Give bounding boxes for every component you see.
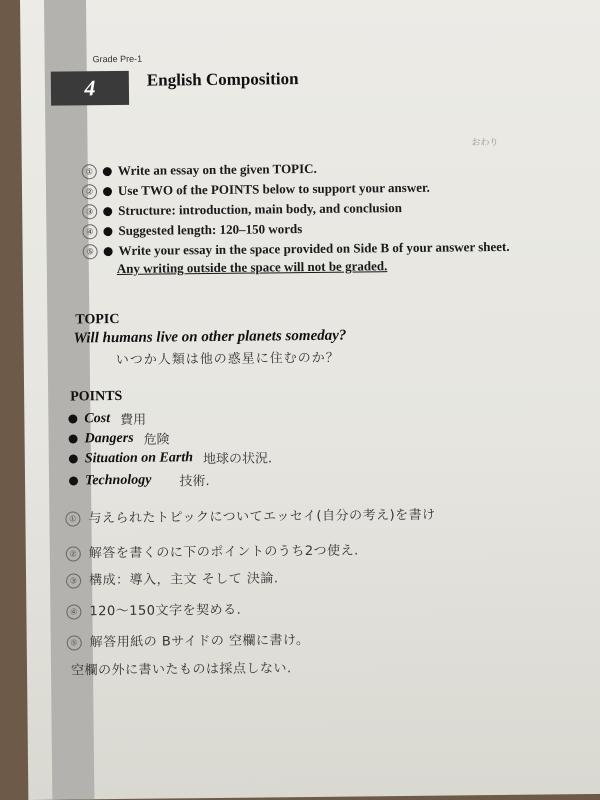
bullet-icon xyxy=(103,187,112,196)
handwritten-number: ⑤ xyxy=(83,244,98,259)
note-text: 解答を書くのに下のポイントのうち2つ使え. xyxy=(88,543,359,562)
note-text: 構成：導入，主文 そして 決論. xyxy=(89,571,279,589)
bullet-icon xyxy=(68,414,77,423)
exam-page xyxy=(20,0,600,800)
topic-handwritten-note: いつか人類は他の惑星に住むのか？ xyxy=(115,350,340,369)
note-text: 120〜150文字を契める. xyxy=(89,602,242,620)
warning-text: Any writing outside the space will not be graded. xyxy=(116,258,388,277)
bullet-icon xyxy=(69,434,78,443)
note-text: 与えられたトピックについてエッセイ(自分の考え)を書け xyxy=(88,507,436,527)
bullet-icon xyxy=(103,207,112,216)
handwritten-note xyxy=(65,504,435,527)
points-heading: POINTS xyxy=(70,388,123,405)
topic-question: Will humans live on other planets someday? xyxy=(73,327,347,347)
grade-label: Grade Pre-1 xyxy=(92,53,143,65)
corner-scribble: おわり xyxy=(471,137,499,149)
handwritten-note xyxy=(66,567,279,588)
instruction-text: Use TWO of the POINTS below to support your answer. xyxy=(117,179,430,198)
handwritten-note xyxy=(71,657,292,678)
handwritten-number: ③ xyxy=(82,204,97,219)
section-number: 4 xyxy=(51,71,129,106)
bullet-icon xyxy=(69,476,78,485)
bullet-icon xyxy=(69,454,78,463)
instruction-text: Write an essay on the given TOPIC. xyxy=(117,160,317,178)
point-label: Cost xyxy=(84,410,111,426)
point-label: Technology xyxy=(84,472,152,488)
handwritten-number: ① xyxy=(82,164,97,179)
handwritten-number: ④ xyxy=(66,604,81,619)
handwritten-number: ④ xyxy=(82,224,97,239)
topic-heading: TOPIC xyxy=(75,311,120,328)
point-item-dangers xyxy=(69,428,170,448)
handwritten-note xyxy=(66,539,359,561)
point-item-cost xyxy=(68,409,146,429)
handwritten-note xyxy=(67,629,310,651)
bullet-icon xyxy=(103,227,112,236)
point-note: 技術. xyxy=(179,474,210,490)
point-item-situation xyxy=(69,447,273,468)
instruction-text: Write your essay in the space provided on Side B of your answer sheet. xyxy=(118,238,510,258)
point-note: 費用 xyxy=(120,412,147,428)
handwritten-number: ① xyxy=(65,511,80,526)
handwritten-number: ⑤ xyxy=(67,635,82,650)
point-label: Situation on Earth xyxy=(84,449,194,466)
handwritten-number: ③ xyxy=(66,573,81,588)
point-note: 危険 xyxy=(143,432,170,448)
note-text: 解答用紙の Bサイドの 空欄に書け。 xyxy=(89,633,310,651)
point-note: 地球の状況. xyxy=(202,451,273,468)
section-title: English Composition xyxy=(146,69,299,90)
point-item-technology xyxy=(69,470,210,490)
instructions-list xyxy=(82,156,583,277)
bullet-icon xyxy=(103,167,112,176)
instruction-text: Structure: introduction, main body, and conclusion xyxy=(118,200,403,218)
bullet-icon xyxy=(104,247,113,256)
instruction-text: Suggested length: 120–150 words xyxy=(118,221,303,238)
point-label: Dangers xyxy=(84,430,134,446)
handwritten-number: ② xyxy=(82,184,97,199)
handwritten-note xyxy=(66,599,241,620)
note-text: 空欄の外に書いたものは採点しない. xyxy=(70,661,292,679)
handwritten-number: ② xyxy=(66,546,81,561)
